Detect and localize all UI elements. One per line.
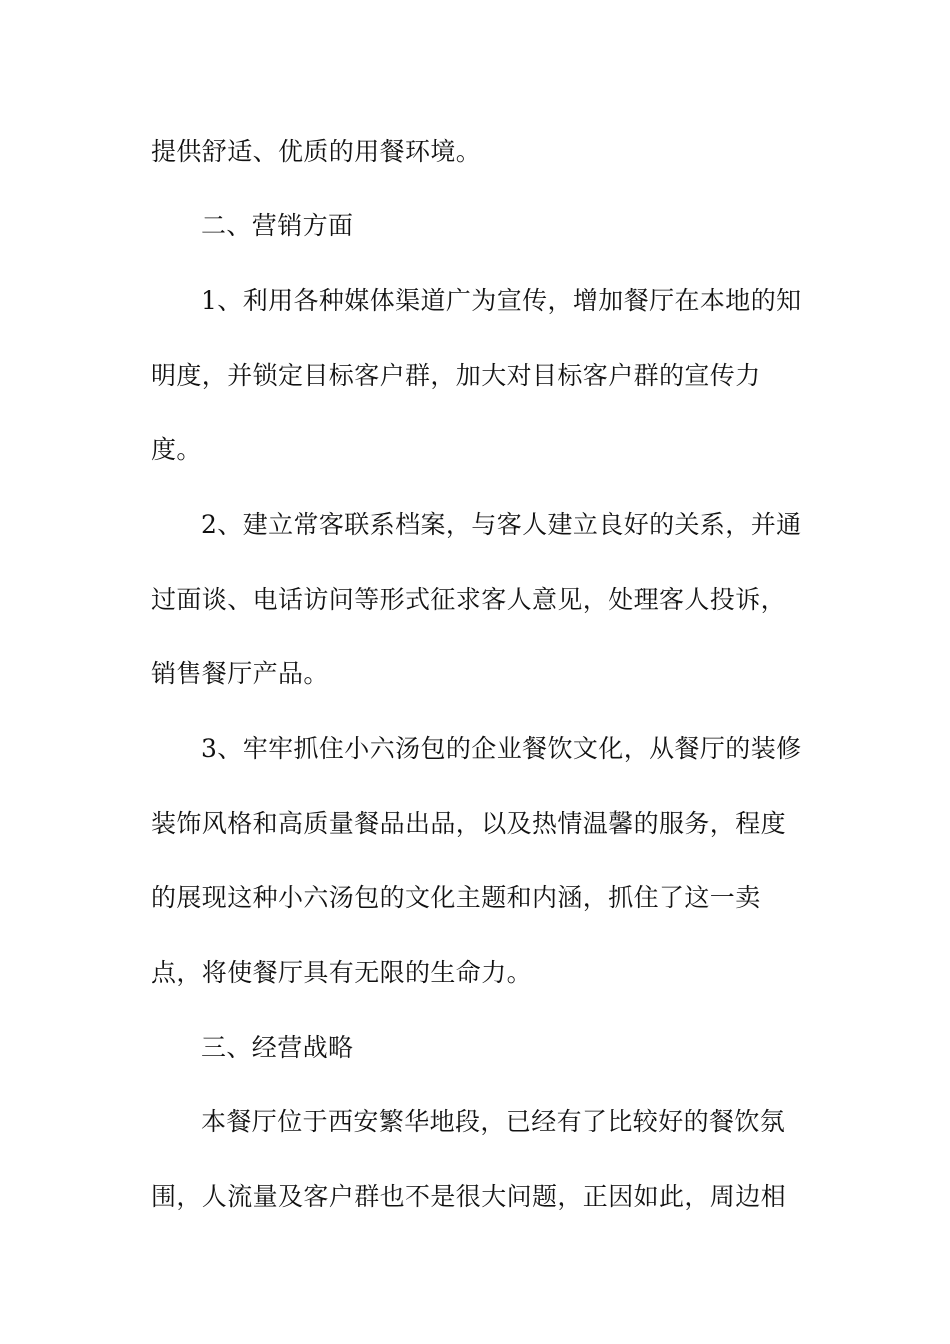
text-line-1: 提供舒适、优质的用餐环境。 [151, 137, 482, 166]
text-line-7: 过面谈、电话访问等形式征求客人意见，处理客人投诉， [151, 585, 787, 614]
text-line-10: 装饰风格和高质量餐品出品，以及热情温馨的服务，程度 [151, 809, 787, 838]
text-line-14: 本餐厅位于西安繁华地段，已经有了比较好的餐饮氛 [201, 1107, 786, 1136]
text-line-6: 2、建立常客联系档案，与客人建立良好的关系，并通 [201, 510, 802, 539]
text-line-8: 销售餐厅产品。 [151, 659, 329, 688]
text-line-12: 点，将使餐厅具有无限的生命力。 [151, 958, 533, 987]
text-line-5: 度。 [151, 435, 202, 464]
text-line-4: 明度，并锁定目标客户群，加大对目标客户群的宣传力 [151, 361, 761, 390]
text-line-3: 1、利用各种媒体渠道广为宣传，增加餐厅在本地的知 [201, 286, 802, 315]
text-line-9: 3、牢牢抓住小六汤包的企业餐饮文化，从餐厅的装修 [201, 734, 802, 763]
text-line-11: 的展现这种小六汤包的文化主题和内涵，抓住了这一卖 [151, 883, 761, 912]
text-line-15: 围，人流量及客户群也不是很大问题，正因如此，周边相 [151, 1182, 787, 1211]
section-heading-marketing: 二、营销方面 [201, 211, 354, 240]
section-heading-strategy: 三、经营战略 [201, 1033, 354, 1062]
